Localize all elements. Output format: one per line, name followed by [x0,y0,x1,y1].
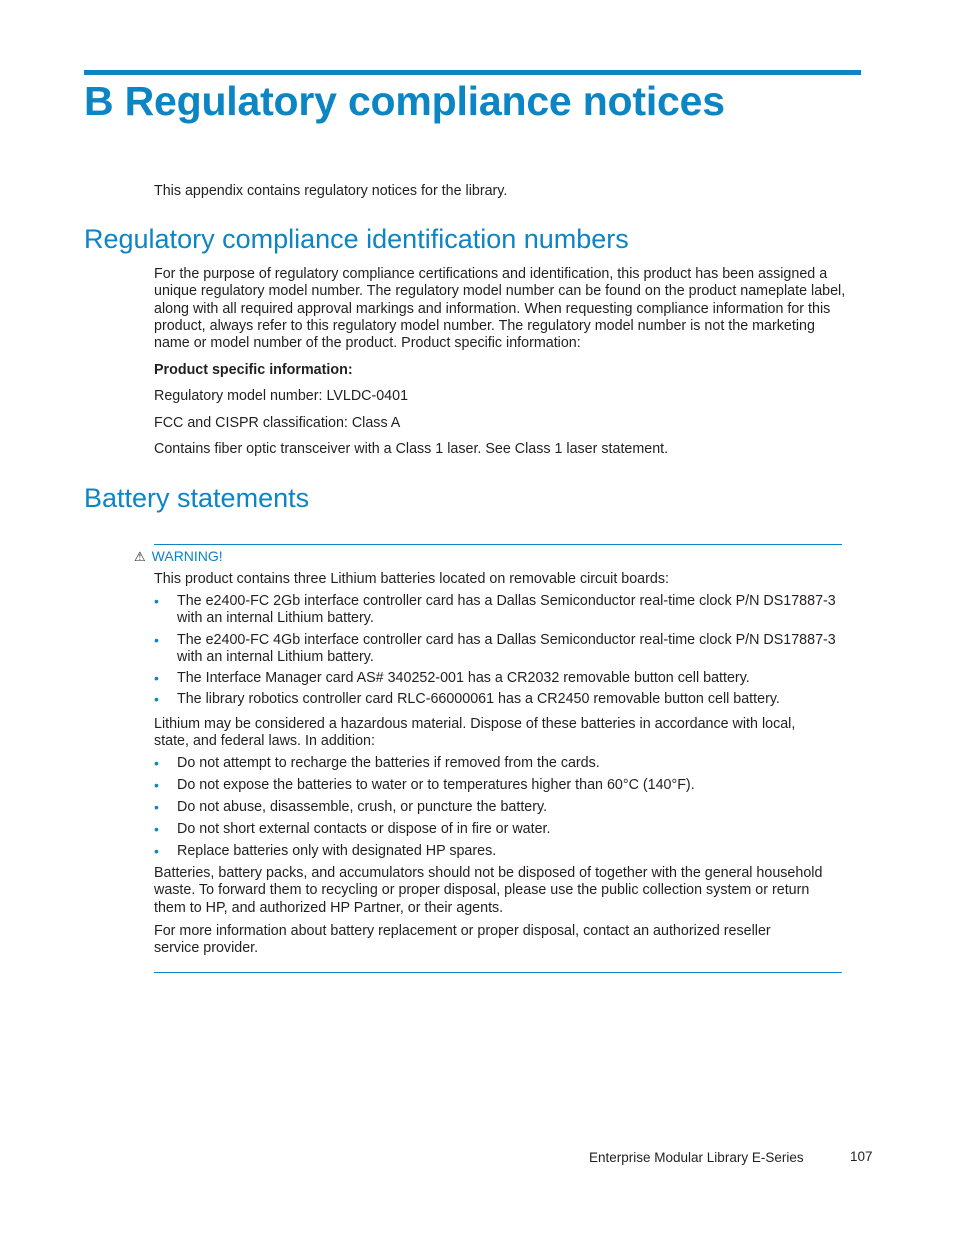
list-item [154,777,844,794]
list-item-text: Do not expose the batteries to water or to temperatures higher than 60°C (140°F). [177,776,695,793]
disposal-note: Batteries, battery packs, and accumulators should not be disposed of together with the general household waste. To forward them to recycling or proper disposal, please use the public collection system or return them to HP, and authorized HP Partner, or their agents. [154,865,823,916]
more-info-note: For more information about battery replacement or proper disposal, contact an authorized reseller service provider. [154,923,771,957]
fiber-optic-note: Contains fiber optic transceiver with a Class 1 laser. See Class 1 laser statement. [154,441,669,457]
warning-top-rule [154,544,842,545]
list-item-text: The Interface Manager card AS# 340252-001 has a CR2032 removable button cell battery. [177,670,750,687]
list-item [154,593,844,628]
warning-bottom-rule [154,972,842,973]
list-item-text: The library robotics controller card RLC-66000061 has a CR2450 removable button cell battery. [177,691,780,708]
warning-triangle-icon: ⚠ [134,549,146,564]
section-heading-battery: Battery statements [84,483,310,513]
intro-paragraph: This appendix contains regulatory notices for the library. [154,183,508,199]
list-item-text: The e2400-FC 2Gb interface controller card has a Dallas Semiconductor real-time clock P/N DS17887-3 with an internal Lithium battery. [177,593,836,627]
bullet-icon: • [154,670,159,687]
product-specific-label: Product specific information: [154,362,353,378]
list-item [154,821,844,838]
page-number: 107 [850,1149,873,1164]
list-item-text: Do not abuse, disassemble, crush, or puncture the battery. [177,798,548,815]
bullet-icon: • [154,755,159,771]
list-item [154,691,844,708]
chapter-top-rule [84,70,861,75]
fcc-classification: FCC and CISPR classification: Class A [154,415,401,431]
bullet-icon: • [154,691,159,708]
bullet-icon: • [154,842,159,859]
precautions-list [154,755,844,865]
battery-list [154,593,844,713]
warning-header [134,548,223,565]
bullet-icon: • [154,820,159,837]
chapter-title: B Regulatory compliance notices [84,78,725,124]
list-item-text: Do not short external contacts or dispose of in fire or water. [177,820,551,837]
list-item [154,843,844,860]
regulatory-model-number: Regulatory model number: LVLDC-0401 [154,388,409,404]
warning-lead-text: This product contains three Lithium batteries located on removable circuit boards: [154,571,669,587]
list-item-text: Replace batteries only with designated HP spares. [177,842,497,859]
list-item-text: Do not attempt to recharge the batteries if removed from the cards. [177,755,600,771]
lithium-hazard-note: Lithium may be considered a hazardous material. Dispose of these batteries in accordance with local, state, and federal laws. In addition: [154,716,796,750]
section-heading-identification: Regulatory compliance identification numbers [84,224,629,254]
bullet-icon: • [154,593,159,609]
list-item [154,799,844,816]
list-item [154,755,844,772]
list-item [154,632,844,667]
bullet-icon: • [154,776,159,793]
footer-document-title: Enterprise Modular Library E-Series [589,1150,804,1165]
bullet-icon: • [154,631,159,648]
bullet-icon: • [154,798,159,815]
list-item [154,670,844,687]
list-item-text: The e2400-FC 4Gb interface controller card has a Dallas Semiconductor real-time clock P/N DS17887-3 with an internal Lithium battery. [177,631,836,665]
warning-label: WARNING! [151,548,223,564]
identification-paragraph: For the purpose of regulatory compliance certifications and identification, this product has been assigned a unique regulatory model number. The regulatory model number can be found on the product nameplate label, along with all required approval markings and information. When requesting compliance information for this product, always refer to this regulatory model number. The regulatory model number is not the marketing name or model number of the product. Product specific information: [154,266,846,352]
